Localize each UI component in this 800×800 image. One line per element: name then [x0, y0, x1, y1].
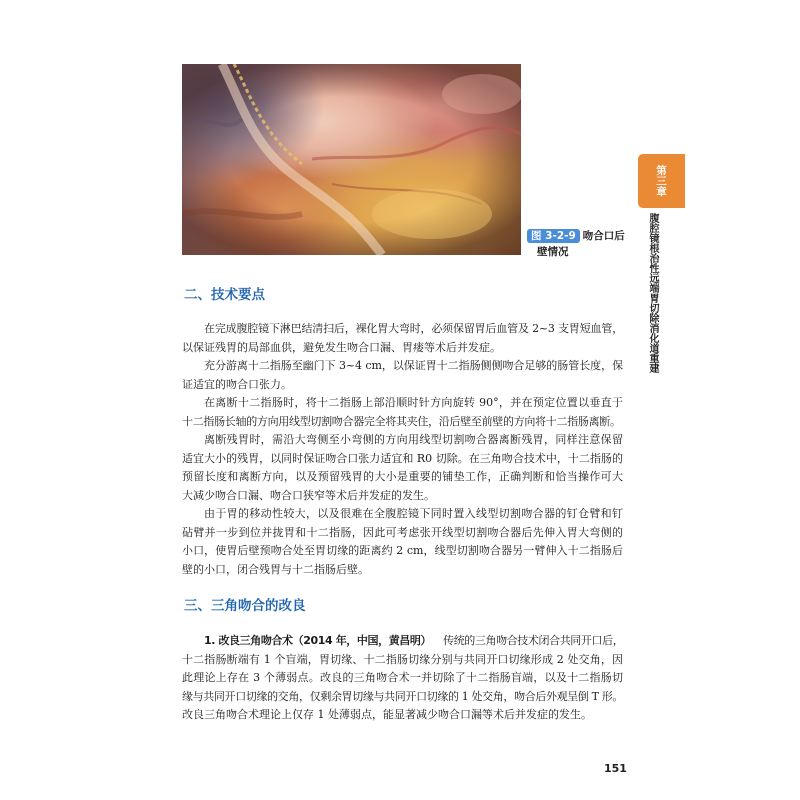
paragraph-line: 砧臂并一步到位并拢胃和十二指肠，因此可考虑张开线型切割吻合器后先伸入胃大弯侧的: [182, 525, 623, 539]
page-number: 151: [604, 762, 627, 775]
chapter-label: 第三章: [655, 165, 667, 197]
paragraph-line: 充分游离十二指肠至幽门下 3~4 cm，以保证胃十二指肠侧侧吻合足够的肠管长度，保: [204, 359, 623, 372]
caption-text-line2: 壁情况: [537, 246, 569, 258]
paragraph-line: 十二指肠长轴的方向用线型切割吻合器完全将其夹住，沿后壁至前壁的方向将十二指肠离断。: [182, 414, 621, 428]
paragraph-line: 在完成腹腔镜下淋巴结清扫后，裸化胃大弯时，必须保留胃后血管及 2~3 支胃短血管，: [204, 322, 623, 335]
subsection-title: 1. 改良三角吻合术（2014 年，中国，黄昌明）: [204, 634, 432, 647]
paragraph-line: 在离断十二指肠时，将十二指肠上部沿顺时针方向旋转 90°，并在预定位置以垂直于: [204, 396, 623, 409]
paragraph-line: [182, 632, 623, 651]
chapter-tab: [638, 154, 685, 208]
paragraph-line: 适宜大小的残胃，以同时保证吻合口张力适宜和 R0 切除。在三角吻合技术中，十二指肠的: [182, 451, 623, 465]
paragraph-line: 由于胃的移动性较大，以及很难在全腹腔镜下同时置入线型切割吻合器的钉仓臂和钉: [204, 507, 623, 520]
section-body-triangular-improvement: [182, 632, 623, 725]
paragraph-line: 预留长度和离断方向，以及预留残胃的大小是重要的铺垫工作，正确判断和恰当操作可大: [182, 470, 623, 483]
section-body-technical-points: [182, 320, 623, 579]
figure-caption: [527, 228, 629, 260]
paragraph-text: 传统的三角吻合技术闭合共同开口后，: [443, 634, 623, 647]
figure-number-badge: 图 3-2-9: [527, 229, 580, 243]
paragraph-line: 此理论上存在 3 个薄弱点。改良的三角吻合术一并切除了十二指肠盲端，以及十二指肠切: [182, 671, 623, 684]
section-heading-technical-points: 二、技术要点: [184, 287, 265, 303]
section-heading-triangular-improvement: 三、三角吻合的改良: [184, 598, 306, 614]
paragraph-line: 改良三角吻合术理论上仅存 1 处薄弱点，能显著减少吻合口漏等术后并发症的发生。: [182, 708, 592, 721]
surgical-photo: [182, 64, 521, 255]
paragraph-line: 大减少吻合口漏、吻合口狭窄等术后并发症的发生。: [182, 488, 435, 502]
paragraph-line: 离断残胃时，需沿大弯侧至小弯侧的方向用线型切割吻合器离断残胃，同样注意保留: [204, 433, 623, 446]
paragraph-line: 以保证残胃的局部血供，避免发生吻合口漏、胃瘘等术后并发症。: [182, 340, 501, 354]
paragraph-line: 十二指肠断端有 1 个盲端，胃切缘、十二指肠切缘分别与共同开口切缘形成 2 处交角，因: [182, 652, 623, 666]
tissue-illustration: [182, 64, 521, 255]
paragraph-line: 证适宜的吻合口张力。: [182, 377, 292, 391]
chapter-title: 腹腔镜根治性远端胃切除消化道重建: [647, 213, 658, 373]
caption-text-line1: 吻合口后: [582, 230, 625, 242]
paragraph-line: 壁的小口，闭合残胃与十二指肠后壁。: [182, 562, 369, 576]
paragraph-line: 缘与共同开口切缘的交角，仅剩余胃切缘与共同开口切缘的 1 处交角，吻合后外观呈倒 T 形。: [182, 689, 623, 703]
paragraph-line: 小口，使胃后壁预吻合处至胃切缘的距离约 2 cm，线型切割吻合器另一臂伸入十二指肠后: [182, 544, 623, 557]
